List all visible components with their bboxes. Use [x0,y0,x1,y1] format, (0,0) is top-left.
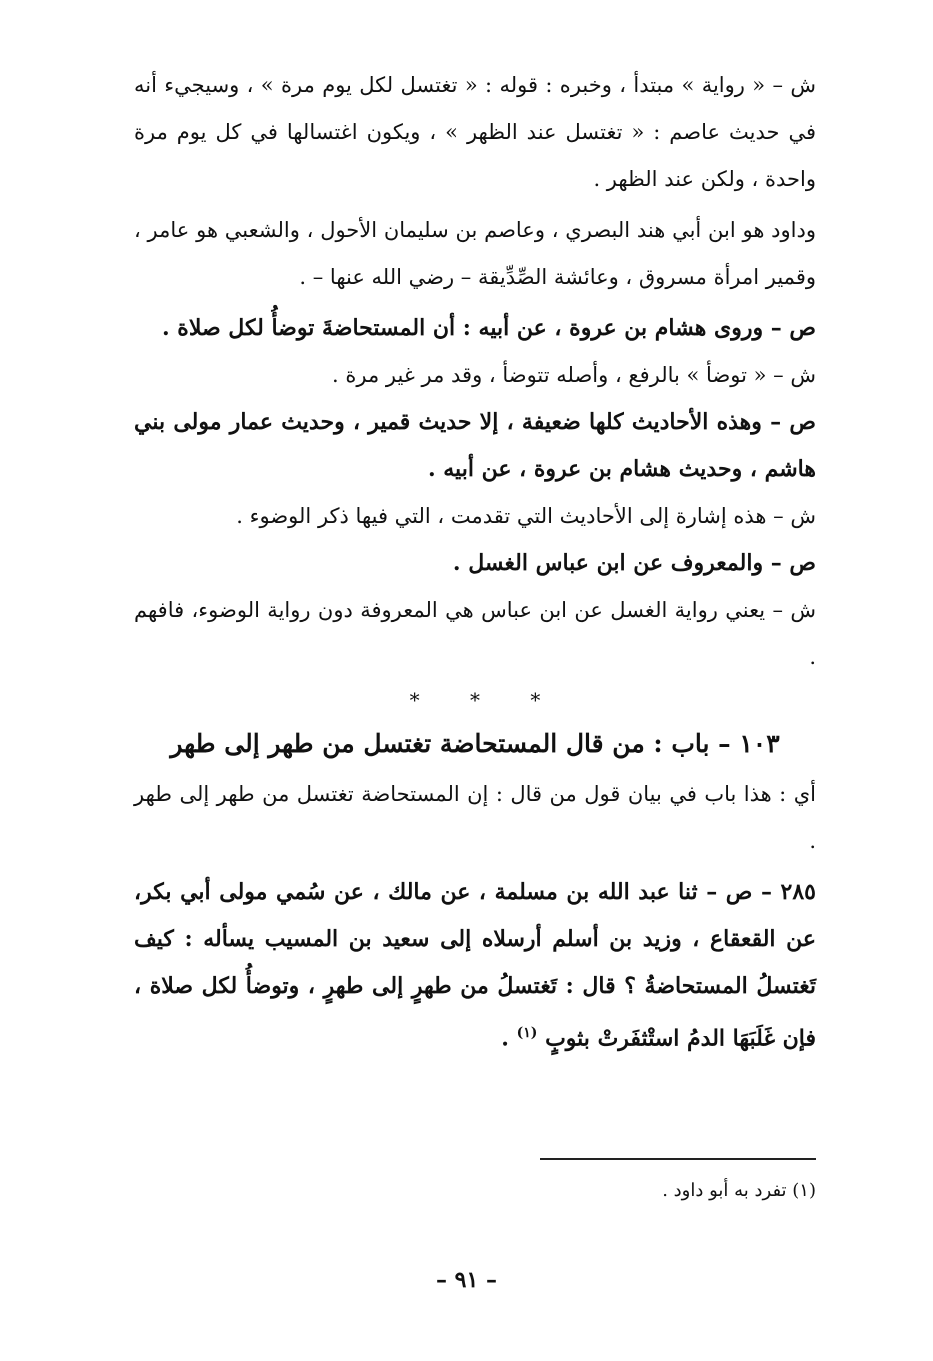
paragraph-narrators: وداود هو ابن أبي هند البصري ، وعاصم بن سليمان الأحول ، والشعبي هو عامر ، وقمير امرأة مسروق ، وعائشة الصِّدِّيقة – رضي الله عنها – . [134,218,816,289]
separator-star: * [470,688,480,712]
paragraph-hisham-narration: ص – وروى هشام بن عروة ، عن أبيه : أن المستحاضةَ توضأُ لكل صلاة . [161,315,816,341]
separator-star: * [530,688,541,712]
paragraph-sharh-riwaya: ش – « رواية » مبتدأ ، وخبره : قوله : « تغتسل لكل يوم مرة » ، وسيجيء أنه في حديث عاصم : « تغتسل عند الظهر » ، ويكون اغتسالها في كل يوم مرة واحدة ، ولكن عند الظهر . [134,73,816,191]
chapter-heading: ١٠٣ – باب : من قال المستحاضة تغتسل من طهر إلى طهر [170,729,780,758]
paragraph-weak-hadiths: ص – وهذه الأحاديث كلها ضعيفة ، إلا حديث قمير ، وحديث عمار مولى بني هاشم ، وحديث هشام بن عروة ، عن أبيه . [134,409,816,482]
page-body [134,62,816,1062]
hadith-end: . [501,1025,517,1052]
separator-star: * [409,688,420,712]
footnote-divider [540,1158,816,1160]
chapter-intro: أي : هذا باب في بيان قول من قال : إن المستحاضة تغتسل من طهر إلى طهر . [134,782,816,853]
footnote-reference: (١) [516,1025,538,1041]
paragraph-tawadda-explanation: ش – « توضأ » بالرفع ، وأصله تتوضأ ، وقد مر غير مرة . [332,363,816,387]
hadith-285 [134,869,816,1062]
hadith-text: ٢٨٥ – ص – ثنا عبد الله بن مسلمة ، عن مالك ، عن سُمي مولى أبي بكر، عن القعقاع ، وزيد بن أسلم أرسلاه إلى سعيد بن المسيب يسأله : كيف تَغتسلُ المستحاضةُ ؟ قال : تَغتسلُ من طهرٍ إلى طهرٍ ، وتوضأُ لكل صلاة ، فإن غَلَبَهَا الدمُ استْثفَرتْ بثوبٍ [134,879,816,1052]
page-number: – ٩١ – [436,1267,497,1293]
paragraph-ghusl-explanation: ش – يعني رواية الغسل عن ابن عباس هي المعروفة دون رواية الوضوء، فافهم . [134,598,816,669]
paragraph-wudu-reference: ش – هذه إشارة إلى الأحاديث التي تقدمت ، التي فيها ذكر الوضوء . [236,504,816,528]
footnote: (١) تفرد به أبو داود . [662,1180,816,1201]
paragraph-ibn-abbas-ghusl: ص – والمعروف عن ابن عباس الغسل . [452,550,816,576]
section-separator [134,685,816,715]
